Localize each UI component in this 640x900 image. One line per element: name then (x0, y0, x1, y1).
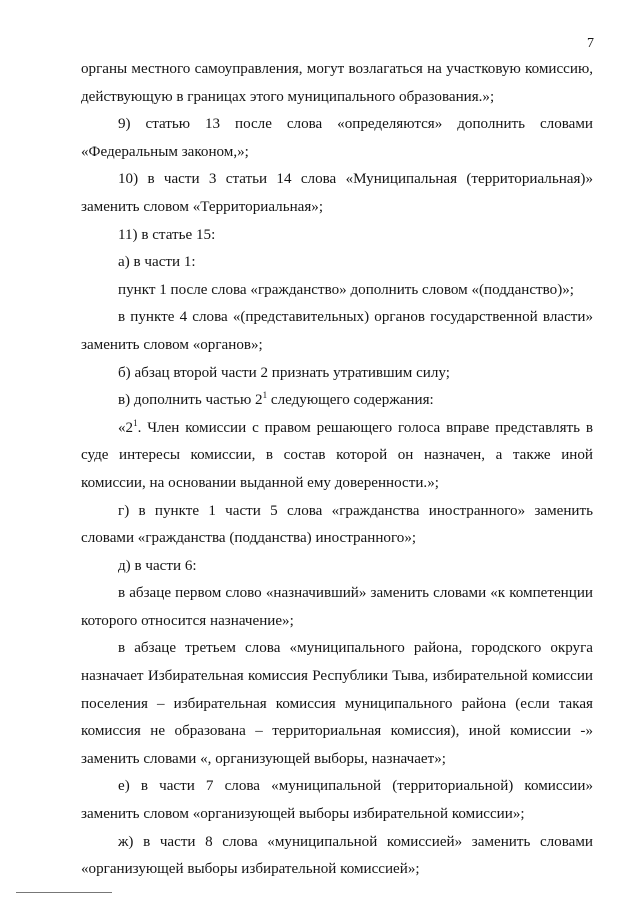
document-body (81, 56, 593, 884)
paragraph-subitem-e: е) в части 7 слова «муниципальной (территориальной) комиссии» заменить словом «организующей выборы избирательной комиссии»; (81, 778, 593, 823)
paragraph-subitem-a: а) в части 1: (118, 254, 196, 271)
paragraph-third-abzac: в абзаце третьем слова «муниципального района, городского округа назначает Избирательная комиссия Республики Тыва, избирательной комиссии поселения – избирательная комиссия муниципального района (если такая комиссия не образована – территориальная комиссия), иной комиссии -» заменить словами «, организующей выборы, назначает»; (81, 640, 593, 767)
paragraph-subitem-d: д) в части 6: (118, 557, 197, 574)
paragraph-subitem-v-tail: следующего содержания: (267, 392, 434, 409)
paragraph-subitem-b: б) абзац второй части 2 признать утратившим силу; (118, 364, 450, 381)
paragraph-item-10: 10) в части 3 статьи 14 слова «Муниципальная (территориальная)» заменить словом «Территориальная»; (81, 171, 593, 215)
paragraph-continuation: органы местного самоуправления, могут возлагаться на участковую комиссию, действующую в границах этого муниципального образования.»; (81, 61, 593, 105)
superscript-1: 1 (262, 390, 268, 401)
paragraph-part-2-1 (81, 415, 593, 498)
page-number: 7 (587, 36, 594, 51)
paragraph-subitem-v (81, 387, 593, 415)
paragraph-part-2-1-lead: «2 (118, 419, 134, 436)
paragraph-part-2-1-text: . Член комиссии с правом решающего голоса вправе представлять в суде интересы комиссии, в состав которой он назначен, а также иной комиссии, на основании выданной ему доверенности.»; (81, 419, 593, 491)
paragraph-subitem-v-text: в) дополнить частью 2 (118, 392, 263, 409)
footer-rule (16, 892, 112, 893)
paragraph-subitem-zh: ж) в части 8 слова «муниципальной комиссией» заменить словами «организующей выборы избирательной комиссией»; (81, 833, 593, 878)
paragraph-subitem-g: г) в пункте 1 части 5 слова «гражданства иностранного» заменить словами «гражданства (подданства) иностранного»; (81, 502, 593, 547)
paragraph-item-9: 9) статью 13 после слова «определяются» дополнить словами «Федеральным законом,»; (81, 116, 593, 160)
paragraph-item-11: 11) в статье 15: (118, 226, 216, 243)
paragraph-point-4: в пункте 4 слова «(представительных) органов государственной власти» заменить словом «органов»; (81, 309, 593, 353)
paragraph-point-1: пункт 1 после слова «гражданство» дополнить словом «(подданство)»; (118, 281, 574, 298)
paragraph-first-abzac: в абзаце первом слово «назначивший» заменить словами «к компетенции которого относится назначение»; (81, 585, 593, 629)
superscript-1: 1 (133, 417, 138, 428)
